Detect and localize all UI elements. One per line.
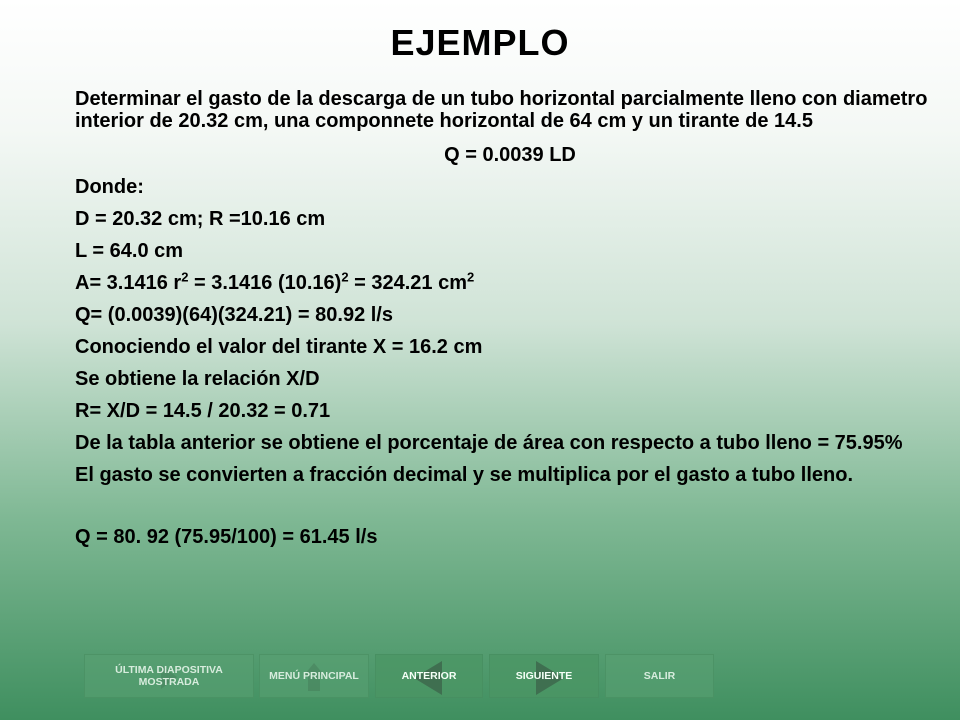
area-part-1: A= 3.1416 r xyxy=(75,272,182,294)
slide-navigation-bar xyxy=(84,654,714,698)
slide-title: EJEMPLO xyxy=(390,22,570,63)
problem-statement: Determinar el gasto de la descarga de un tubo horizontal parcialmente lleno con diametro interior de 20.32 cm, una componnete horizontal de 64 cm y un tirante de 14.5 xyxy=(75,88,928,132)
previous-slide-button[interactable] xyxy=(375,654,483,698)
area-line xyxy=(75,269,945,294)
area-exponent-3: 2 xyxy=(467,269,475,285)
previous-slide-label: ANTERIOR xyxy=(401,670,457,682)
last-slide-viewed-button[interactable] xyxy=(84,654,254,698)
conversion-line: El gasto se convierten a fracción decimal y se multiplica por el gasto a tubo lleno. xyxy=(75,464,853,486)
area-exponent-2: 2 xyxy=(341,269,349,285)
main-menu-label: MENÚ PRINCIPAL xyxy=(269,670,359,682)
slide-body xyxy=(75,88,945,558)
diameter-radius-line: D = 20.32 cm; R =10.16 cm xyxy=(75,208,326,230)
tirante-line: Conociendo el valor del tirante X = 16.2 cm xyxy=(75,336,483,358)
main-formula: Q = 0.0039 LD xyxy=(444,144,576,166)
flow-calc-line: Q= (0.0039)(64)(324.21) = 80.92 l/s xyxy=(75,304,393,326)
next-slide-label: SIGUIENTE xyxy=(515,670,573,682)
exit-button[interactable] xyxy=(605,654,714,698)
area-part-3: = 324.21 cm xyxy=(348,272,467,294)
final-result-line: Q = 80. 92 (75.95/100) = 61.45 l/s xyxy=(75,526,378,548)
main-menu-button[interactable] xyxy=(259,654,369,698)
last-slide-viewed-label: ÚLTIMA DIAPOSITIVA MOSTRADA xyxy=(115,664,223,688)
ratio-line: R= X/D = 14.5 / 20.32 = 0.71 xyxy=(75,400,331,422)
next-slide-button[interactable] xyxy=(489,654,599,698)
exit-label: SALIR xyxy=(643,670,676,682)
area-part-2: = 3.1416 (10.16) xyxy=(188,272,342,294)
donde-label: Donde: xyxy=(75,176,144,198)
relation-line: Se obtiene la relación X/D xyxy=(75,368,320,390)
length-line: L = 64.0 cm xyxy=(75,240,184,262)
area-exponent-1: 2 xyxy=(181,269,189,285)
table-percentage-line: De la tabla anterior se obtiene el porcentaje de área con respecto a tubo lleno = 75.95% xyxy=(75,432,903,454)
spacer xyxy=(75,496,945,526)
